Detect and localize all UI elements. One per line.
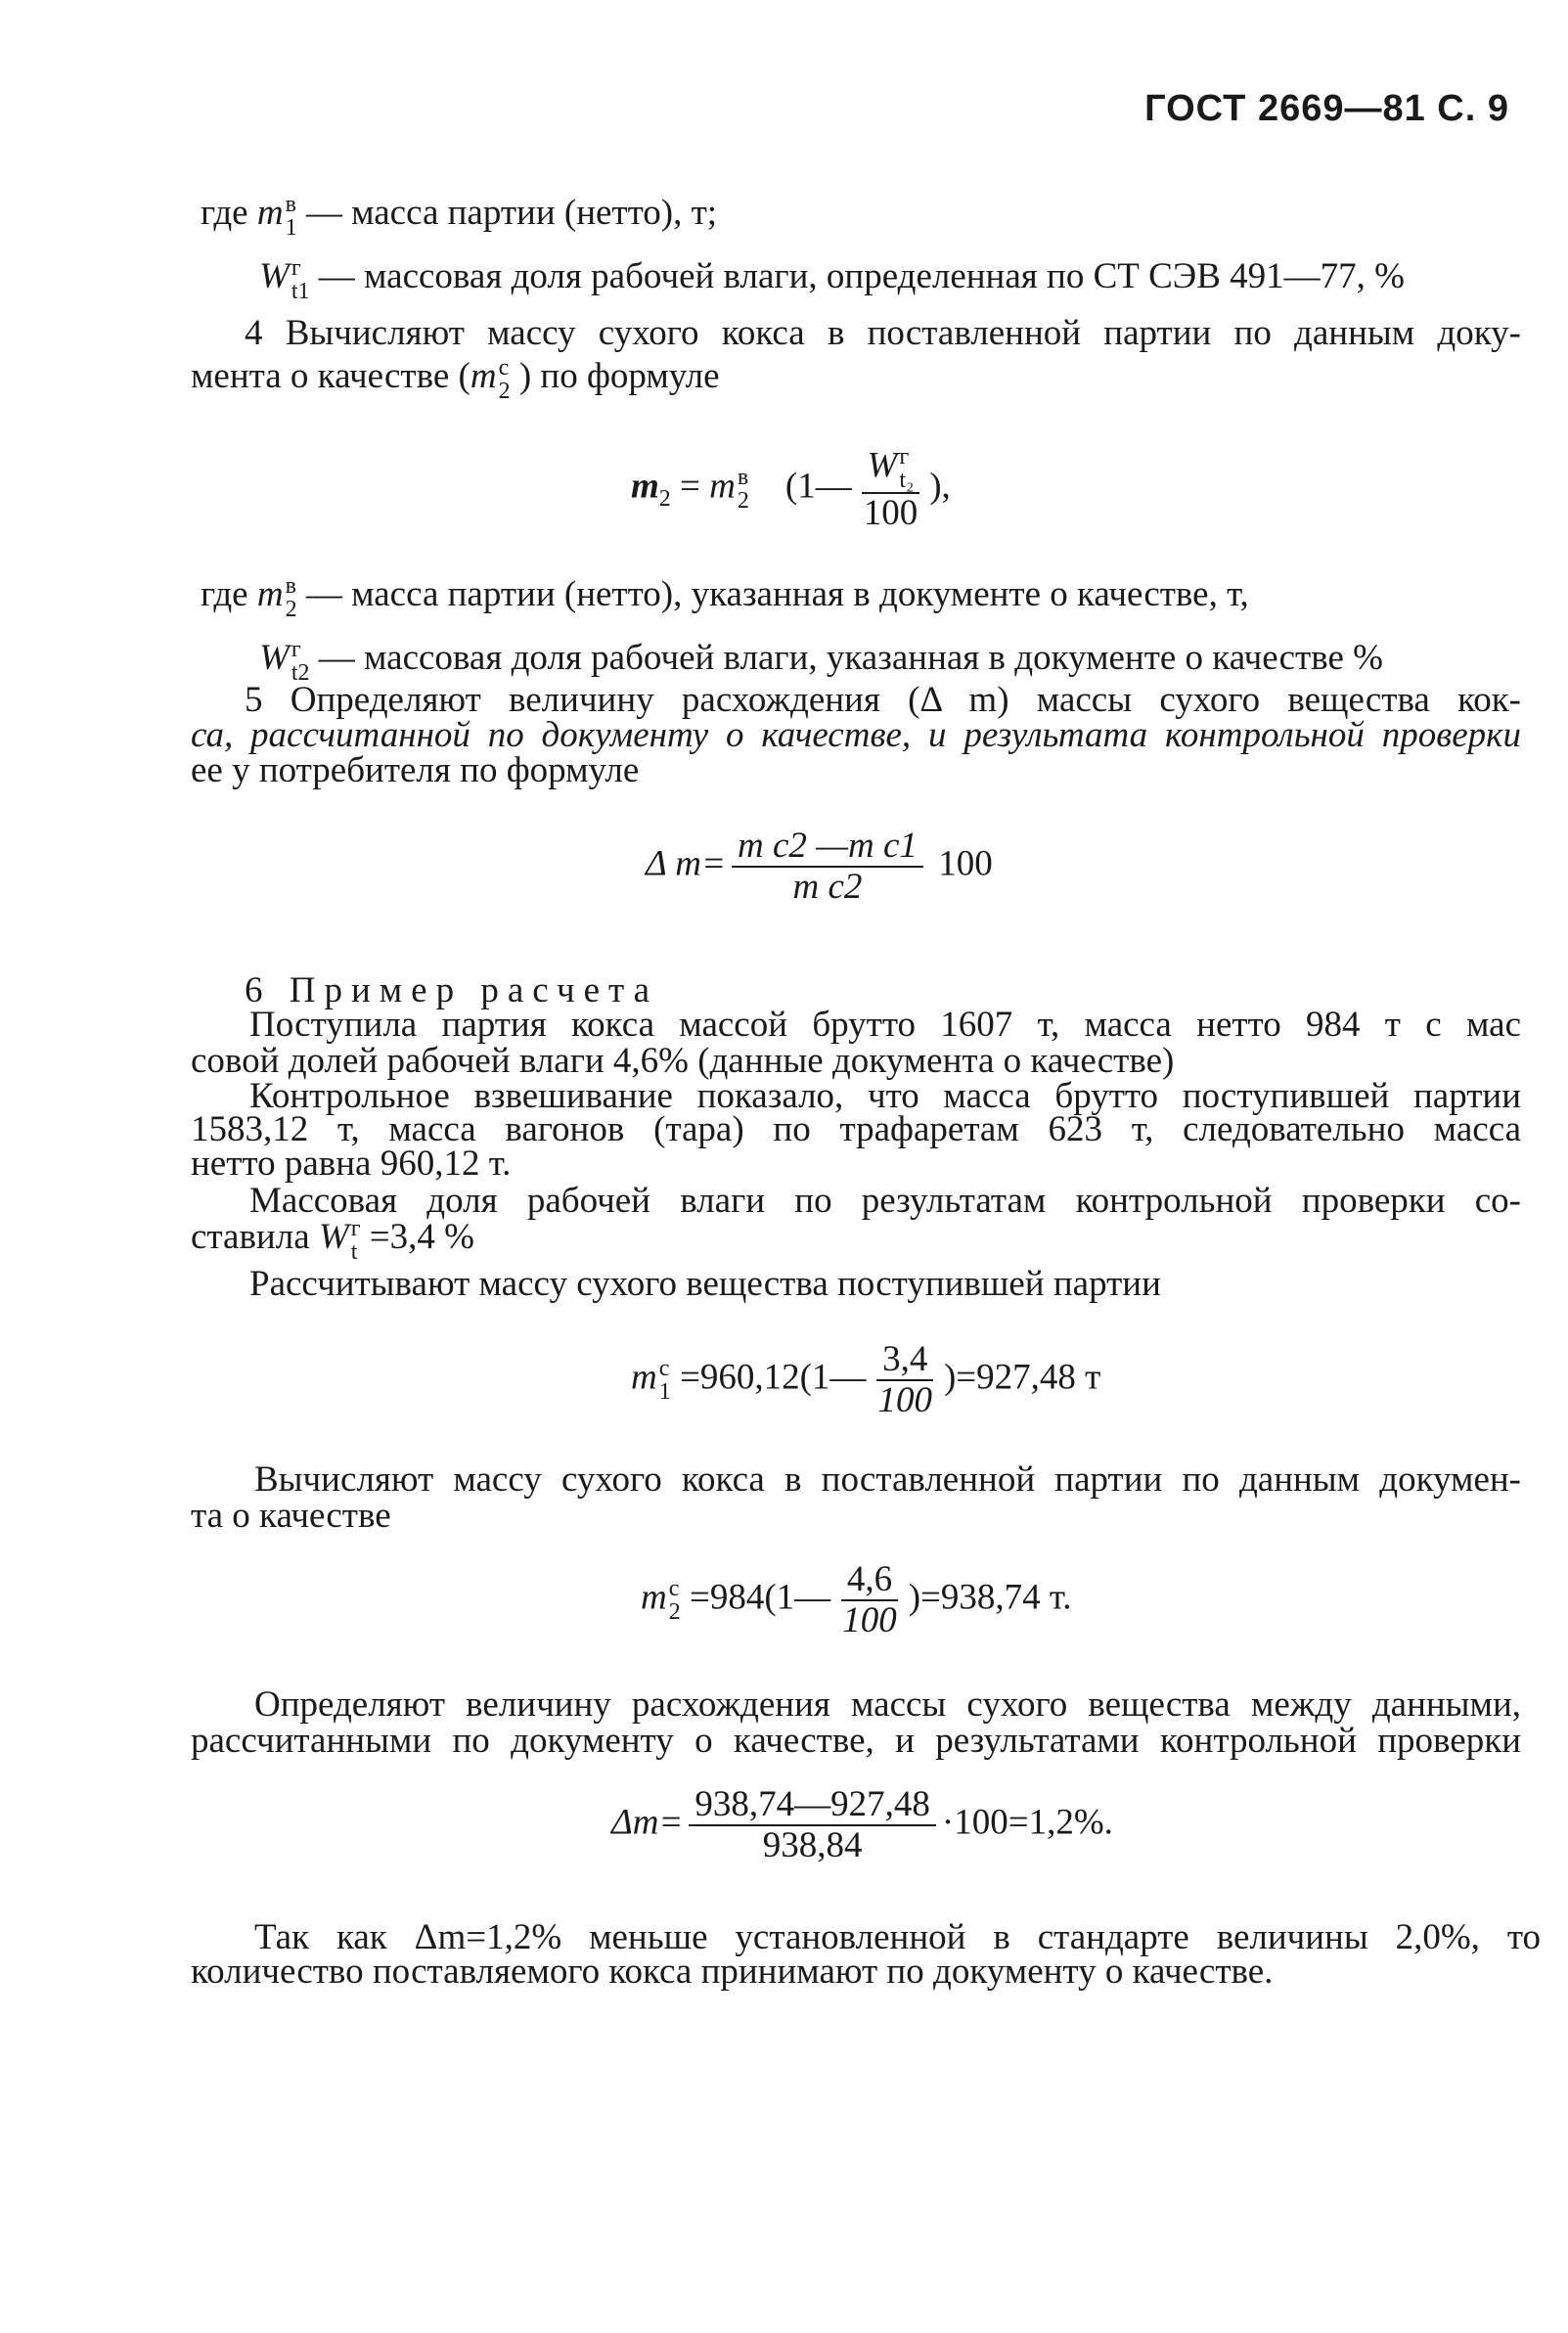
example-p1-line-2: совой долей рабочей влаги 4,6% (данные документа о качестве)	[191, 1041, 1175, 1081]
paragraph-7-line-2: та о качестве	[191, 1496, 391, 1536]
definition-mass-netto-2: где m в 2 — масса партии (нетто), указанная в документе о качестве, т,	[201, 572, 1249, 622]
fraction: $\frac{3,4}{100}$	[877, 1339, 932, 1420]
paragraph-8-line-2: рассчитанными по документу о качестве, и результатами контрольной проверки	[191, 1721, 1521, 1761]
fraction: $\frac{938,74—927,48}{938,84}$	[689, 1785, 936, 1865]
formula-discrepancy: Δ m= $\frac{\text{m с2 —m с1}}{\text{m с2}}$ 100	[646, 826, 993, 907]
conclusion-line-1: Так как Δm=1,2% меньше установленной в стандарте величины 2,0%, то	[254, 1917, 1541, 1957]
conclusion-line-2: количество поставляемого кокса принимают по документу о качестве.	[191, 1952, 1274, 1992]
example-p2-line-3: нетто равна 960,12 т.	[191, 1144, 512, 1184]
paragraph-8-line-1: Определяют величину расхождения массы сухого вещества между данными,	[254, 1684, 1521, 1725]
paragraph-5-line-3: ее у потребителя по формуле	[191, 750, 640, 790]
formula-dry-mass-document: $m_2 = m$ в 2 (1— W г t₂ 100 ),	[631, 444, 951, 533]
paragraph-4-line-2: мента о качестве (m с 2 ) по формуле	[191, 354, 720, 404]
section-heading-example: 6 Пример расчета	[245, 970, 659, 1010]
page-header: ГОСТ 2669—81 С. 9	[1144, 88, 1509, 129]
paragraph-5-line-1: 5 Определяют величину расхождения (Δ m) массы сухого вещества кок-	[245, 680, 1521, 720]
definition-moisture-1: W г t1 — массовая доля рабочей влаги, определенная по СТ СЭВ 491—77, %	[259, 254, 1405, 304]
definition-mass-netto-1: где m в 1 — масса партии (нетто), т;	[201, 191, 718, 241]
example-p2-line-2: 1583,12 т, масса вагонов (тара) по трафаретам 623 т, следовательно масса	[191, 1109, 1521, 1149]
example-p2-line-1: Контрольное взвешивание показало, что масса брутто поступившей партии	[249, 1076, 1521, 1116]
paragraph-7-line-1: Вычисляют массу сухого кокса в поставленной партии по данным докумен-	[254, 1459, 1521, 1500]
example-p1-line-1: Поступила партия кокса массой брутто 1607 т, масса нетто 984 т с мас	[249, 1005, 1521, 1045]
example-p3-line-2: ставила W г t =3,4 %	[191, 1215, 474, 1265]
fraction: $\frac{4,6}{100}$	[842, 1559, 897, 1640]
paragraph-5-line-2: са, рассчитанной по документу о качестве, и результата контрольной проверки	[191, 715, 1521, 755]
example-p4: Рассчитывают массу сухого вещества поступившей партии	[249, 1264, 1161, 1304]
formula-dry-mass-received: m с 1 =960,12(1— $\frac{3,4}{100}$ )=927,48 т	[631, 1339, 1101, 1420]
paragraph-4-line-1: 4 Вычисляют массу сухого кокса в поставленной партии по данным доку-	[245, 313, 1521, 353]
fraction: $\frac{\text{m с2 —m с1}}{\text{m с2}}$	[732, 827, 923, 907]
formula-dry-mass-shipped: m с 2 =984(1— $\frac{4,6}{100}$ )=938,74 т.	[641, 1559, 1072, 1640]
fraction: W г t₂ 100	[858, 445, 924, 533]
formula-discrepancy-result: Δm= $\frac{938,74—927,48}{938,84}$ ·100=1,2%.	[611, 1784, 1113, 1865]
definition-moisture-2: W г t2 — массовая доля рабочей влаги, указанная в документе о качестве %	[259, 636, 1383, 686]
example-p3-line-1: Массовая доля рабочей влаги по результатам контрольной проверки со-	[249, 1181, 1521, 1221]
